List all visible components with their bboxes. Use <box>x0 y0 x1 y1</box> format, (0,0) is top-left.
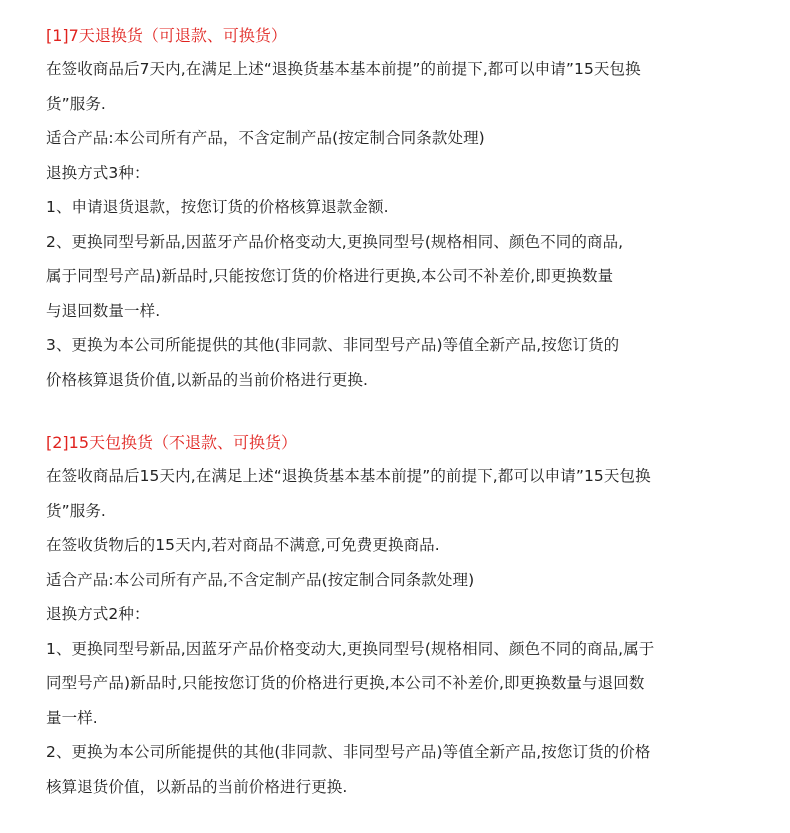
policy-line: 在签收商品后7天内,在满足上述“退换货基本基本前提”的前提下,都可以申请”15天包换 <box>46 60 641 78</box>
policy-line: 1、更换同型号新品,因蓝牙产品价格变动大,更换同型号(规格相同、颜色不同的商品,属于 <box>46 639 655 658</box>
policy-line: 2、更换同型号新品,因蓝牙产品价格变动大,更换同型号(规格相同、颜色不同的商品, <box>46 232 624 251</box>
policy-line: 属于同型号产品)新品时,只能按您订货的价格进行更换,本公司不补差价,即更换数量 <box>46 267 614 285</box>
policy-line: 3、更换为本公司所能提供的其他(非同款、非同型号产品)等值全新产品,按您订货的 <box>46 336 620 354</box>
policy-line: 货”服务. <box>46 501 106 520</box>
policy-line: 货”服务. <box>46 94 106 113</box>
policy-line: 在签收货物后的15天内,若对商品不满意,可免费更换商品. <box>46 536 440 554</box>
policy-line: 核算退货价值，以新品的当前价格进行更换. <box>46 777 348 796</box>
policy-line: 2、更换为本公司所能提供的其他(非同款、非同型号产品)等值全新产品,按您订货的价格 <box>46 743 651 761</box>
section-title: [1]7天退换货（可退款、可换货） <box>46 26 287 45</box>
policy-section-7-day-return <box>46 20 776 397</box>
policy-line: 量一样. <box>46 708 98 727</box>
policy-section-15-day-exchange <box>46 427 776 804</box>
section-title: [2]15天包换货（不退款、可换货） <box>46 433 298 452</box>
policy-line: 在签收商品后15天内,在满足上述“退换货基本基本前提”的前提下,都可以申请”15天包换 <box>46 467 651 485</box>
policy-line: 适合产品:本公司所有产品，不含定制产品(按定制合同条款处理) <box>46 129 485 147</box>
policy-line: 适合产品:本公司所有产品,不含定制产品(按定制合同条款处理) <box>46 570 475 589</box>
policy-line: 退换方式2种： <box>46 605 150 623</box>
policy-line: 1、申请退货退款，按您订货的价格核算退款金额. <box>46 198 389 216</box>
policy-line: 同型号产品)新品时,只能按您订货的价格进行更换,本公司不补差价,即更换数量与退回数 <box>46 674 645 692</box>
policy-line: 价格核算退货价值,以新品的当前价格进行更换. <box>46 370 369 389</box>
policy-line: 退换方式3种： <box>46 163 150 182</box>
policy-line: 与退回数量一样. <box>46 301 161 320</box>
